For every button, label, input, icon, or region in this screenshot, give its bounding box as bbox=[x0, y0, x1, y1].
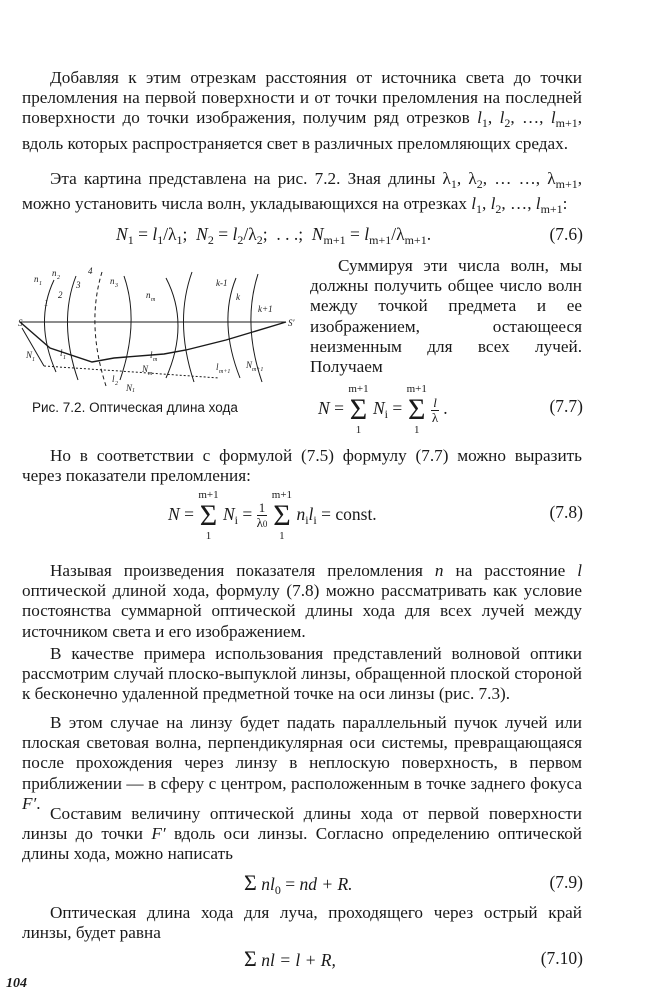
equation-7-10-number: (7.10) bbox=[540, 948, 583, 968]
paragraph-5a: Называя произведения показателя преломления bbox=[50, 561, 423, 580]
paragraph-9 bbox=[22, 903, 582, 943]
paragraph-2: Эта картина представлена на рис. 7.2. Зная длины $\lambda_1$, $\lambda_2$, … …, $\lambda_{m+1}$, можно установить числа волн, укладывающихся на отрезках $l_1$, $l_2$, …, $l_{m+1}$: bbox=[22, 169, 583, 217]
paragraph-8b: вдоль оси линзы. Согласно определению оптической длины хода, можно написать bbox=[22, 824, 583, 864]
svg-text:l: l bbox=[150, 350, 153, 360]
equation-7-9-rhs: nd + R. bbox=[299, 874, 353, 894]
equation-7-6 bbox=[0, 224, 663, 254]
svg-text:l: l bbox=[112, 374, 115, 384]
paragraph-4-text: Но в соответствии с формулой (7.5) формулу (7.7) можно выразить через показатели преломления: bbox=[22, 446, 582, 486]
equation-7-9 bbox=[0, 870, 663, 900]
svg-text:3: 3 bbox=[76, 280, 81, 290]
equation-7-10 bbox=[0, 946, 663, 976]
svg-text:n: n bbox=[146, 290, 151, 300]
svg-text:1: 1 bbox=[39, 281, 42, 287]
equation-7-10-rhs: = l + R, bbox=[279, 950, 336, 970]
paragraph-5b: на расстояние bbox=[455, 561, 566, 580]
equation-7-8-number: (7.8) bbox=[549, 502, 583, 522]
svg-text:m+1: m+1 bbox=[252, 367, 264, 373]
equation-7-10-body: Σ nl = l + R, bbox=[244, 946, 336, 971]
svg-text:m: m bbox=[148, 371, 153, 377]
page-number: 104 bbox=[6, 976, 27, 991]
svg-text:m: m bbox=[151, 297, 156, 303]
paragraph-8: Составим величину оптической длины хода от первой поверхности линзы до точки F′ вдоль оси линзы. Согласно определению оптической длины хода, можно написать bbox=[22, 804, 583, 864]
svg-text:m+1: m+1 bbox=[219, 369, 231, 375]
svg-text:N: N bbox=[126, 383, 133, 392]
paragraph-2a: Эта картина представлена на рис. 7.2. Зная длины λ bbox=[50, 169, 451, 188]
paragraph-2b: …, λ bbox=[518, 169, 556, 188]
equation-7-7-number: (7.7) bbox=[549, 396, 583, 416]
figure-7-2-diagram bbox=[14, 262, 314, 392]
svg-text:N: N bbox=[26, 350, 33, 360]
equation-7-6-body: $N_1 = l_1/\lambda_1$; $N_2 = l_2/\lambda_2$; . . .; $N_{m+1} = l_{m+1}/\lambda_{m+1}$. bbox=[116, 224, 432, 247]
svg-text:3: 3 bbox=[115, 283, 118, 289]
paragraph-1-tail: вдоль которых распространяется свет в различных преломляющих средах. bbox=[22, 133, 569, 153]
svg-text:n: n bbox=[52, 268, 57, 278]
svg-text:m: m bbox=[153, 357, 158, 363]
svg-text:1: 1 bbox=[32, 357, 35, 363]
paragraph-2c: можно установить числа волн, укладывающихся на отрезках bbox=[22, 194, 467, 214]
figure-caption: Рис. 7.2. Оптическая длина хода bbox=[32, 400, 238, 415]
svg-text:N: N bbox=[246, 360, 253, 370]
svg-text:1: 1 bbox=[63, 355, 66, 361]
svg-text:N: N bbox=[142, 364, 149, 374]
paragraph-9-text: Оптическая длина хода для луча, проходящего через острый край линзы, будет равна bbox=[22, 903, 582, 943]
paragraph-5c: оптической длиной хода, формулу (7.8) можно рассматривать как условие постоянства суммарной оптической длины хода для всех лучей между источником света и его изображением. bbox=[22, 581, 582, 641]
svg-text:2: 2 bbox=[115, 381, 118, 387]
svg-text:l: l bbox=[60, 348, 63, 358]
svg-text:k-1: k-1 bbox=[216, 278, 228, 288]
paragraph-1-text: Добавляя к этим отрезкам расстояния от источника света до точки преломления на первой поверхности и от точки преломления на последней поверхности до точки изображения, получим ряд отрезков bbox=[22, 68, 582, 128]
paragraph-3 bbox=[310, 256, 582, 377]
paragraph-6-text: В качестве примера использования представлений волновой оптики рассмотрим случай плоско-выпуклой линзы, обращенной плоской стороной к бесконечно удаленной предметной точке на оси линзы (рис. 7.3). bbox=[22, 644, 582, 704]
paragraph-7: В этом случае на линзу будет падать параллельный пучок лучей или плоская световая волна, перпендикулярная оси системы, превращающаяся после прохождения через линзу в неплоскую поверхность, в первом приближении — в сферу с центром, расположенным в точке заднего фокуса F′. bbox=[22, 713, 582, 813]
equation-7-9-number: (7.9) bbox=[549, 872, 583, 892]
svg-text:l: l bbox=[216, 362, 219, 372]
equation-7-7-body: N = m+1 Σ 1 $N_i$ = m+1 Σ 1 $\frac{l}{\lambda}$ . bbox=[318, 383, 448, 436]
equation-7-8 bbox=[0, 489, 663, 542]
svg-text:S: S bbox=[18, 318, 23, 328]
svg-text:2: 2 bbox=[58, 290, 63, 300]
svg-text:2: 2 bbox=[57, 275, 60, 281]
paragraph-7-text: В этом случае на линзу будет падать параллельный пучок лучей или плоская световая волна, перпендикулярная оси системы, превращающаяся после прохождения через линзу в неплоскую поверхность, в первом приближении — в сферу с центром, расположенным в точке заднего фокуса bbox=[22, 713, 582, 793]
svg-text:1: 1 bbox=[44, 298, 49, 308]
equation-7-8-body: N = m+1 Σ 1 $N_i$ = $\frac{1}{\lambda 0}$ m+1 Σ 1 $n_il_i$ = const. bbox=[168, 489, 377, 542]
paragraph-6 bbox=[22, 644, 582, 705]
paragraph-4 bbox=[22, 446, 582, 486]
paragraph-5: Называя произведения показателя преломления n на расстояние l оптической длиной хода, формулу (7.8) можно рассматривать как условие постоянства суммарной оптической длины хода для всех лучей между источником света и его изображением. bbox=[22, 561, 583, 641]
svg-text:k+1: k+1 bbox=[258, 304, 273, 314]
svg-text:n: n bbox=[110, 276, 115, 286]
paragraph-8a: Составим величину оптической длины хода от первой поверхности линзы до точки bbox=[22, 804, 582, 844]
paragraph-3-text: Суммируя эти числа волн, мы должны получить общее число волн между точкой предмета и ее изображением, остающееся неизменным для всех лучей. Получаем bbox=[310, 256, 582, 377]
svg-text:S′: S′ bbox=[288, 318, 295, 328]
equation-7-8-rhs: = const. bbox=[321, 504, 377, 525]
svg-text:k: k bbox=[236, 292, 240, 302]
svg-text:4: 4 bbox=[88, 266, 93, 276]
paragraph-1: Добавляя к этим отрезкам расстояния от источника света до точки преломления на первой поверхности и от точки преломления на последней поверхности до точки изображения, получим ряд отрезков $l_1$, $l_2$, …, $l_{m+1}$, вдоль которых распространяется свет в различных преломляющих средах. bbox=[22, 68, 583, 153]
svg-text:1: 1 bbox=[132, 388, 135, 392]
equation-7-7 bbox=[0, 383, 663, 436]
equation-7-9-body: Σ $nl_0$ = nd + R. bbox=[244, 870, 353, 897]
svg-text:n: n bbox=[34, 274, 39, 284]
equation-7-6-number: (7.6) bbox=[549, 224, 583, 244]
